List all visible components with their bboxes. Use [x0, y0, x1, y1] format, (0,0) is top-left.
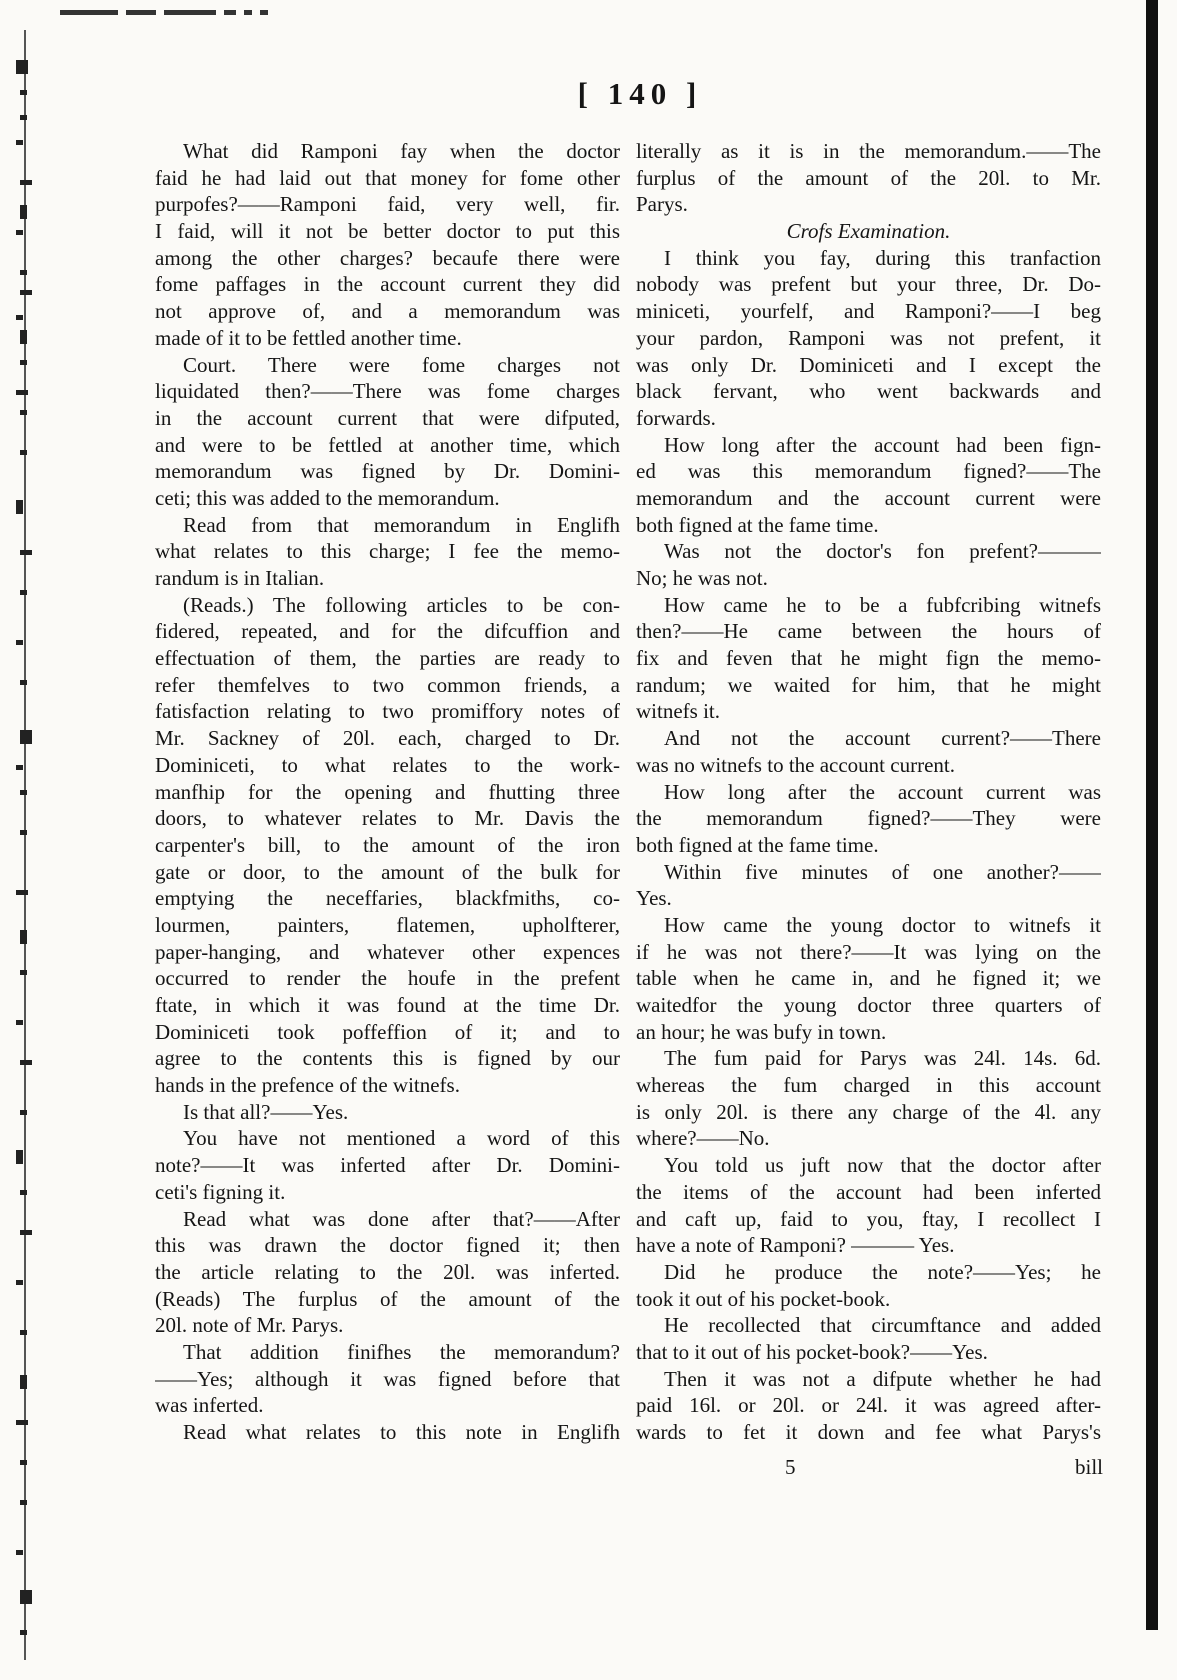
text-line: Mr. Sackney of 20l. each, charged to Dr. [155, 726, 620, 751]
text-line: wards to fet it down and fee what Parys's [636, 1420, 1101, 1444]
text-line: No; he was not. [636, 566, 768, 590]
text-line: Yes. [636, 886, 672, 911]
text-line: not approve of, and a memorandum was [155, 299, 620, 324]
page-number: [ 140 ] [577, 76, 703, 111]
text-line: what relates to this charge; I fee the memo- [155, 539, 620, 564]
text-line: How long after the account had been fign- [664, 432, 1101, 457]
text-line: have a note of Ramponi? ——— Yes. [636, 1233, 955, 1258]
text-line: then?——He came between the hours of [636, 619, 1101, 644]
text-line: refer themfelves to two common friends, a [155, 672, 620, 697]
text-line: Read what was done after that?——After [183, 1206, 620, 1231]
text-line: I faid, will it not be better doctor to put this [155, 219, 620, 244]
text-line: How came he to be a fubfcribing witnefs [664, 592, 1101, 617]
text-line: I think you fay, during this tranfaction [664, 245, 1101, 270]
text-line: fix and feven that he might fign the memo- [636, 646, 1101, 671]
text-line: carpenter's bill, to the amount of the iron [155, 832, 620, 857]
text-line: purpofes?——Ramponi faid, very well, fir. [155, 192, 620, 217]
text-line: He recollected that circumftance and added [664, 1313, 1101, 1338]
text-line: an hour; he was bufy in town. [636, 1019, 887, 1044]
text-line: is only 20l. is there any charge of the 4l. any [636, 1099, 1101, 1124]
text-line: your pardon, Ramponi was not prefent, it [636, 325, 1101, 350]
text-line: memorandum and the account current were [636, 485, 1101, 510]
text-line: Parys. [636, 192, 688, 217]
text-line: emptying the neceffaries, blackfmiths, co- [155, 886, 620, 911]
text-line: miniceti, yourfelf, and Ramponi?——I beg [636, 299, 1101, 324]
text-line: ceti; this was added to the memorandum. [155, 485, 500, 510]
text-line: note?——It was inferted after Dr. Domini- [155, 1153, 620, 1178]
text-line: ——Yes; although it was figned before that [155, 1366, 620, 1391]
text-line: where?——No. [636, 1126, 770, 1151]
text-line: effectuation of them, the parties are ready to [155, 646, 620, 671]
text-line: The fum paid for Parys was 24l. 14s. 6d. [664, 1046, 1101, 1071]
text-line: Court. There were fome charges not [183, 352, 620, 377]
text-line: manfhip for the opening and fhutting three [155, 779, 620, 804]
text-line: And not the account current?——There [664, 726, 1101, 751]
text-line: fome paffages in the account current they did [155, 272, 620, 297]
text-line: Dominiceti, to what relates to the work- [155, 752, 620, 777]
text-line: was no witnefs to the account current. [636, 752, 955, 777]
text-line: witnefs it. [636, 699, 720, 724]
text-line: Read from that memorandum in Englifh [183, 512, 620, 537]
text-line: was inferted. [155, 1393, 264, 1418]
text-line: both figned at the fame time. [636, 512, 879, 537]
text-line: What did Ramponi fay when the doctor [183, 139, 620, 163]
text-line: Was not the doctor's fon prefent?——— [664, 539, 1101, 564]
text-line: and were to be fettled at another time, which [155, 432, 620, 457]
text-line: Crofs Examination. [786, 219, 951, 244]
text-line: this was drawn the doctor figned it; then [155, 1233, 620, 1258]
text-line: among the other charges? becaufe there were [155, 245, 620, 270]
text-line: ceti's figning it. [155, 1179, 286, 1204]
text-line: was only Dr. Dominiceti and I except the [636, 352, 1101, 377]
text-line: You told us juft now that the doctor after [664, 1153, 1101, 1178]
signature-mark: 5 [785, 1455, 796, 1479]
text-line: That addition finifhes the memorandum? [183, 1339, 620, 1364]
text-line: randum is in Italian. [155, 566, 325, 590]
catchword: bill [1075, 1455, 1104, 1479]
text-line: took it out of his pocket-book. [636, 1286, 891, 1311]
text-line: Did he produce the note?——Yes; he [664, 1259, 1101, 1284]
text-line: occurred to render the houfe in the prefent [155, 966, 620, 991]
text-line: furplus of the amount of the 20l. to Mr. [636, 165, 1101, 190]
text-line: agree to the contents this is figned by our [155, 1046, 620, 1071]
text-line: hands in the prefence of the witnefs. [155, 1073, 460, 1098]
text-line: gate or door, to the amount of the bulk for [155, 859, 620, 884]
text-line: lourmen, painters, flatemen, upholfterer, [155, 912, 620, 937]
left-binding-edge [14, 30, 44, 1660]
text-line: and caft up, faid to you, ftay, I recollect I [636, 1206, 1101, 1231]
text-line: ed was this memorandum figned?——The [636, 459, 1101, 484]
text-line: randum; we waited for him, that he might [636, 672, 1101, 697]
text-line: Read what relates to this note in Englifh [183, 1420, 620, 1444]
text-line: How came the young doctor to witnefs it [664, 912, 1101, 937]
text-line: (Reads.) The following articles to be con- [183, 592, 620, 617]
text-line: forwards. [636, 405, 716, 430]
text-line: faid he had laid out that money for fome other [155, 165, 620, 190]
text-line: Dominiceti took poffeffion of it; and to [155, 1019, 620, 1044]
text-line: Within five minutes of one another?—— [664, 859, 1101, 884]
text-line: literally as it is in the memorandum.——The [636, 139, 1101, 163]
text-line: memorandum was figned by Dr. Domini- [155, 459, 620, 484]
right-text-column [636, 138, 1101, 1446]
text-line: black fervant, who went backwards and [636, 379, 1101, 404]
text-line: the article relating to the 20l. was inferted. [155, 1259, 620, 1284]
text-line: the memorandum figned?——They were [636, 806, 1101, 831]
text-line: doors, to whatever relates to Mr. Davis the [155, 806, 620, 831]
text-line: Then it was not a difpute whether he had [664, 1366, 1101, 1391]
text-line: nobody was prefent but your three, Dr. Do- [636, 272, 1101, 297]
left-text-column [155, 138, 620, 1446]
text-line: liquidated then?——There was fome charges [155, 379, 620, 404]
text-line: that to it out of his pocket-book?——Yes. [636, 1339, 988, 1364]
text-line: in the account current that were difputed, [155, 405, 620, 430]
text-line: if he was not there?——It was lying on the [636, 939, 1101, 964]
text-line: How long after the account current was [664, 779, 1101, 804]
text-line: table when he came in, and he figned it; we [636, 966, 1101, 991]
text-line: (Reads) The furplus of the amount of the [155, 1286, 620, 1311]
text-line: the items of the account had been inferted [636, 1179, 1101, 1204]
top-edge-marks [60, 10, 290, 16]
text-line: 20l. note of Mr. Parys. [155, 1313, 344, 1338]
text-line: made of it to be fettled another time. [155, 325, 462, 350]
text-line: fidered, repeated, and for the difcuffion and [155, 619, 620, 644]
text-line: whereas the fum charged in this account [636, 1073, 1101, 1098]
right-page-edge [1146, 0, 1158, 1630]
text-line: You have not mentioned a word of this [183, 1126, 620, 1151]
text-line: fatisfaction relating to two promiffory notes of [155, 699, 620, 724]
text-line: Is that all?——Yes. [183, 1099, 349, 1124]
text-line: waitedfor the young doctor three quarters of [636, 993, 1101, 1017]
text-line: paper-hanging, and whatever other expences [155, 939, 620, 964]
text-line: both figned at the fame time. [636, 832, 879, 857]
text-line: paid 16l. or 20l. or 24l. it was agreed after- [636, 1393, 1101, 1418]
text-line: ftate, in which it was found at the time Dr. [155, 993, 620, 1017]
